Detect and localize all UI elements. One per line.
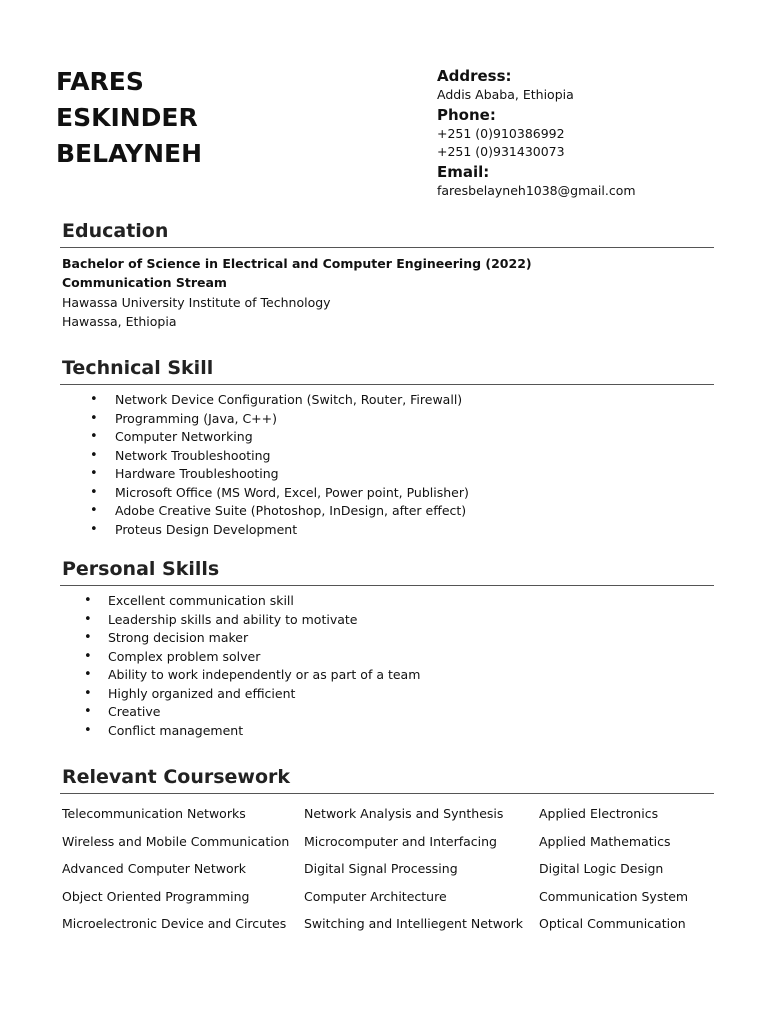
list-item: • Conflict management	[62, 722, 714, 741]
education-location: Hawassa, Ethiopia	[62, 313, 177, 329]
address-value: Addis Ababa, Ethiopia	[437, 87, 574, 102]
education-degree: Bachelor of Science in Electrical and Computer Engineering (2022)	[62, 256, 532, 271]
personal-skills-list	[62, 592, 714, 740]
course-item: Digital Signal Processing	[304, 861, 458, 876]
personal-skills-divider	[60, 585, 714, 586]
course-item: Telecommunication Networks	[62, 806, 246, 821]
course-item: Network Analysis and Synthesis	[304, 806, 504, 821]
list-item: • Proteus Design Development	[62, 521, 714, 540]
coursework-divider	[60, 793, 714, 794]
personal-skills-heading: Personal Skills	[62, 558, 220, 580]
technical-skill-divider	[60, 384, 714, 385]
education-divider	[60, 247, 714, 248]
list-item: • Microsoft Office (MS Word, Excel, Power point, Publisher)	[62, 484, 714, 503]
course-item: Advanced Computer Network	[62, 861, 247, 876]
name-first: FARES	[56, 67, 144, 96]
course-item: Communication System	[539, 889, 689, 904]
course-item: Digital Logic Design	[539, 861, 664, 876]
email-value: faresbelayneh1038@gmail.com	[437, 182, 636, 198]
course-item: Optical Communication	[539, 916, 686, 931]
name-last: BELAYNEH	[56, 139, 203, 168]
email-label: Email:	[437, 162, 490, 181]
list-item: • Programming (Java, C++)	[62, 410, 714, 429]
list-item: • Network Troubleshooting	[62, 447, 714, 466]
phone-value-2: +251 (0)931430073	[437, 144, 565, 159]
candidate-name	[56, 64, 202, 172]
technical-skill-section	[62, 354, 714, 539]
list-item: • Excellent communication skill	[62, 592, 714, 611]
name-middle: ESKINDER	[56, 103, 198, 132]
course-item: Wireless and Mobile Communication	[62, 834, 290, 849]
course-item: Microcomputer and Interfacing	[304, 834, 497, 849]
coursework-section	[62, 763, 714, 940]
list-item: • Hardware Troubleshooting	[62, 465, 714, 484]
list-item: • Adobe Creative Suite (Photoshop, InDesign, after effect)	[62, 502, 714, 521]
phone-label: Phone:	[437, 105, 496, 124]
list-item: • Computer Networking	[62, 428, 714, 447]
course-item: Object Oriented Programming	[62, 889, 250, 904]
course-item: Applied Mathematics	[539, 834, 671, 849]
technical-skill-list	[62, 391, 714, 539]
education-institution: Hawassa University Institute of Technology	[62, 294, 331, 310]
course-item: Switching and Intelliegent Network	[304, 916, 524, 931]
list-item: • Creative	[62, 703, 714, 722]
phone-value-1: +251 (0)910386992	[437, 125, 565, 141]
technical-skill-heading: Technical Skill	[62, 357, 214, 379]
list-item: • Complex problem solver	[62, 648, 714, 667]
list-item: • Highly organized and efficient	[62, 685, 714, 704]
personal-skills-section	[62, 555, 714, 740]
contact-block	[437, 66, 757, 200]
course-item: Computer Architecture	[304, 889, 447, 904]
coursework-grid	[62, 800, 714, 940]
education-section	[62, 217, 714, 331]
list-item: • Leadership skills and ability to motivate	[62, 611, 714, 630]
list-item: • Ability to work independently or as part of a team	[62, 666, 714, 685]
list-item: • Strong decision maker	[62, 629, 714, 648]
course-item: Microelectronic Device and Circutes	[62, 916, 287, 931]
education-stream: Communication Stream	[62, 275, 227, 291]
coursework-heading: Relevant Coursework	[62, 766, 291, 788]
education-heading: Education	[62, 220, 169, 242]
list-item: • Network Device Configuration (Switch, Router, Firewall)	[62, 391, 714, 410]
course-item: Applied Electronics	[539, 806, 659, 821]
address-label: Address:	[437, 67, 512, 85]
